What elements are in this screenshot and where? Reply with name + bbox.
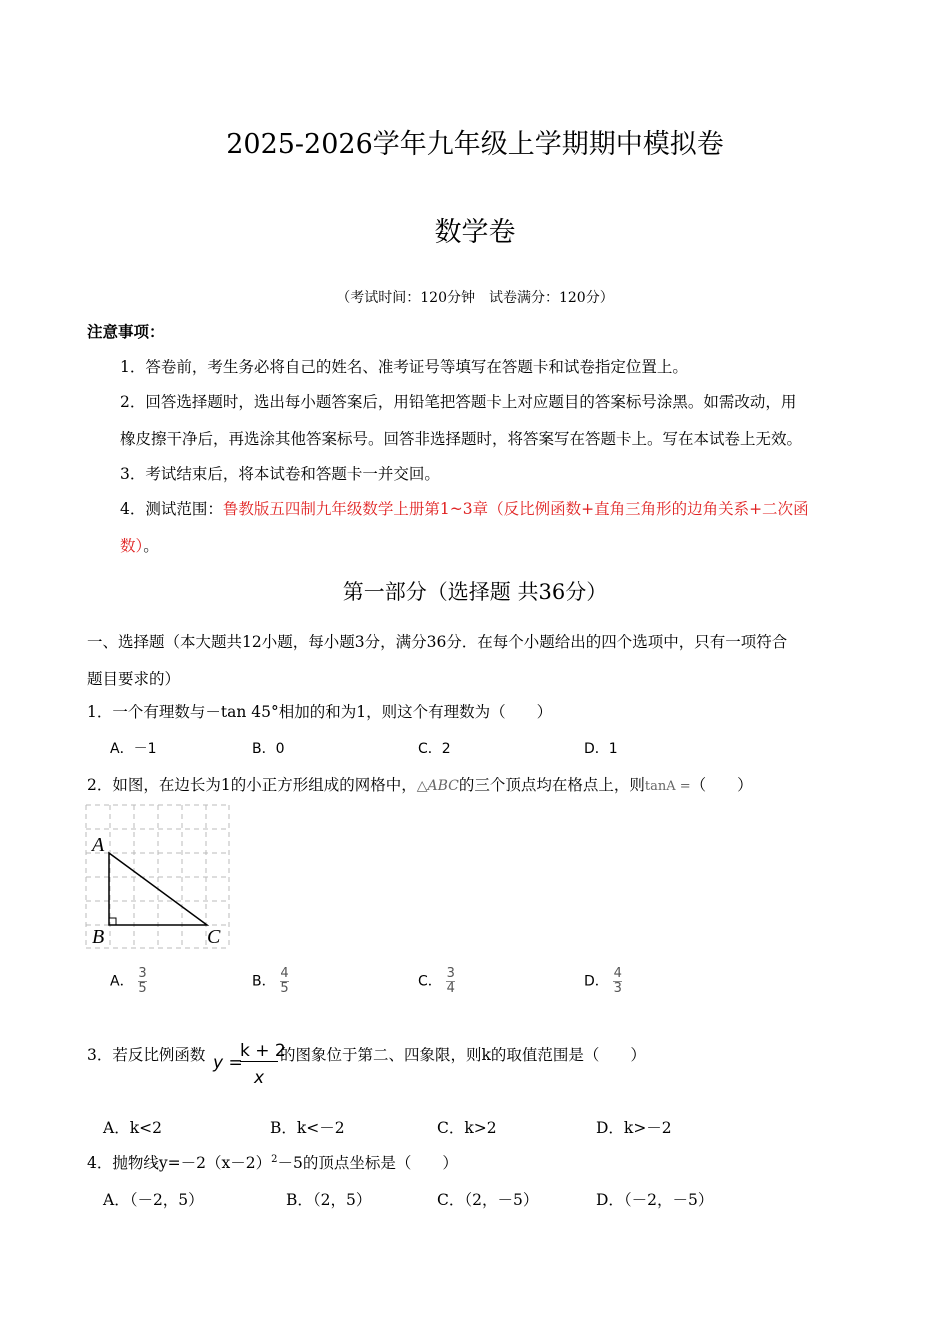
- q2-option-c[interactable]: C． $\frac{3}{4}$: [418, 966, 455, 996]
- q2-option-b[interactable]: B． $\frac{4}{5}$: [252, 966, 289, 996]
- notice-item-4-cont: [120, 534, 159, 556]
- q3-formula-num: k + 2: [240, 1041, 286, 1061]
- period: 。: [143, 537, 159, 555]
- q3-option-b[interactable]: B．k<－2: [270, 1119, 345, 1137]
- exam-meta: （考试时间：120分钟 试卷满分：120分）: [336, 290, 614, 306]
- test-scope: 鲁教版五四制九年级数学上册第1~3章（反比例函数+直角三角形的边角关系+二次函: [222, 500, 809, 518]
- q4-option-c[interactable]: C．（2，－5）: [437, 1191, 539, 1209]
- q2-stem-b: 的三个顶点均在格点上，则: [458, 776, 645, 794]
- q1-option-a[interactable]: A．－1: [110, 741, 157, 757]
- q4-option-a[interactable]: A．（－2，5）: [103, 1191, 204, 1209]
- q2-option-d[interactable]: D． $\frac{4}{3}$: [584, 966, 622, 996]
- q2-triangle-math: △ABC: [416, 778, 459, 794]
- exam-subtitle: 数学卷: [434, 217, 516, 248]
- label-b: B: [92, 926, 105, 948]
- section-title: 第一部分（选择题 共36分）: [342, 580, 608, 604]
- q3-option-c[interactable]: C．k>2: [437, 1119, 497, 1137]
- q3-stem-b: 的图象位于第二、四象限，则k的取值范围是（ ）: [280, 1046, 646, 1064]
- q3-option-d[interactable]: D．k>－2: [596, 1119, 672, 1137]
- q4-option-d[interactable]: D．（－2，－5）: [596, 1191, 714, 1209]
- q1-option-d[interactable]: D．1: [584, 741, 618, 757]
- label-c: C: [207, 926, 221, 948]
- grid-triangle-figure: [80, 800, 240, 955]
- q1-option-b[interactable]: B．0: [252, 741, 285, 757]
- notice-item-2-cont: 橡皮擦干净后，再选涂其他答案标号。回答非选择题时，将答案写在答题卡上。写在本试卷上无效。: [120, 430, 803, 448]
- notice-item-1: 1．答卷前，考生务必将自己的姓名、准考证号等填写在答题卡和试卷指定位置上。: [120, 358, 688, 376]
- q4-stem-b: －5的顶点坐标是（ ）: [277, 1154, 458, 1172]
- question-4-stem: [87, 1151, 458, 1173]
- q4-exponent: 2: [271, 1153, 278, 1165]
- q2-tan-math: tanA =: [644, 779, 691, 794]
- notice-item-4: [120, 497, 809, 519]
- q1-option-c[interactable]: C．2: [418, 741, 451, 757]
- q2-stem-a: 2．如图，在边长为1的小正方形组成的网格中，: [87, 776, 417, 794]
- notice-heading: 注意事项：: [87, 322, 165, 341]
- notice-item-4-prefix: 4．测试范围：: [120, 500, 223, 518]
- q2-stem-c: （ ）: [690, 776, 753, 794]
- notice-item-3: 3．考试结束后，将本试卷和答题卡一并交回。: [120, 465, 440, 483]
- q4-stem-a: 4．抛物线y=－2（x－2）: [87, 1154, 272, 1172]
- notice-item-2: 2．回答选择题时，选出每小题答案后，用铅笔把答题卡上对应题目的答案标号涂黑。如需改动，用: [120, 393, 797, 411]
- q3-option-a[interactable]: A．k<2: [103, 1119, 162, 1137]
- q3-stem-a: 3．若反比例函数: [87, 1046, 206, 1064]
- q2-option-a[interactable]: A． $\frac{3}{5}$: [110, 966, 147, 996]
- label-a: A: [92, 834, 105, 856]
- q3-formula-lhs: y =: [213, 1053, 243, 1073]
- question-1-stem: 1．一个有理数与－tan 45°相加的和为1，则这个有理数为（ ）: [87, 703, 553, 721]
- test-scope-cont: 数）: [120, 537, 144, 555]
- exam-title: 2025-2026学年九年级上学期期中模拟卷: [226, 129, 724, 160]
- q3-formula-den: x: [253, 1068, 265, 1088]
- q4-option-b[interactable]: B．（2，5）: [286, 1191, 372, 1209]
- question-2-stem: [87, 773, 753, 795]
- part1-instructions-cont: 题目要求的）: [87, 670, 181, 688]
- part1-instructions: 一、选择题（本大题共12小题，每小题3分，满分36分．在每个小题给出的四个选项中，只有一项符合: [87, 633, 788, 651]
